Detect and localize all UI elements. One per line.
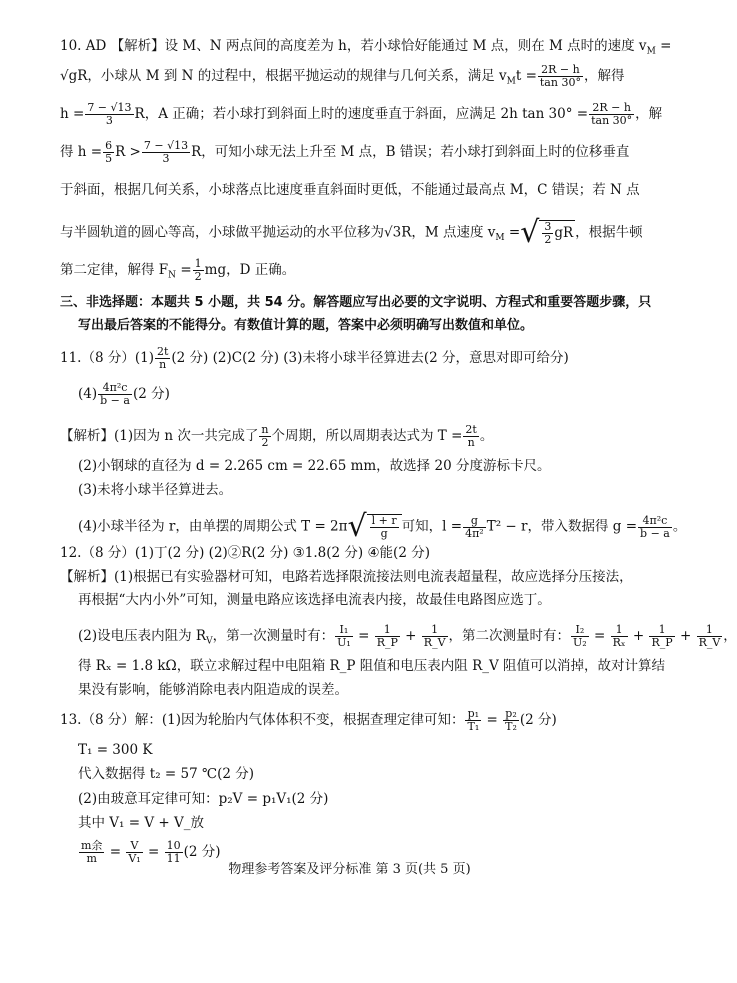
- sqrt-expression: √ $\frac{l + r}{g}$: [348, 512, 402, 542]
- q12-line-3: 再根据“大内小外”可知，测量电路应该选择电流表内接，故最佳电路图应选丁。: [78, 592, 551, 608]
- q12-line-4: (2)设电压表内阻为 $R_V$，第一次测量时有： $\frac{\text{I₁}}{\text{U₁}}$ = $\frac{1}{R\_P}$ + $\frac{1}{R\_V}$ ，第二次测量时有： $\frac{\text{I₂}}{\text{U₂}}$ = $\frac{1}{\text{Rₓ}}$ + $\frac{1}{R\_P}$ + $\frac{1}{R\_V}$ ，: [78, 623, 737, 649]
- q11-line-3: 【解析】(1)因为 n 次一共完成了 $\frac{n}{2}$ 个周期，所以周期表达式为 T = $\frac{2t}{n}$ 。: [60, 423, 494, 449]
- q13-line-4: (2)由玻意耳定律可知：p₂V = p₁V₁(2 分): [78, 791, 329, 807]
- section-heading-line-2: 写出最后答案的不能得分。有数值计算的题，答案中必须明确写出数值和单位。: [78, 318, 534, 333]
- q12-line-2: 【解析】(1)根据已有实验器材可知，电路若选择限流接法则电流表超量程，故应选择分压接法，: [60, 569, 633, 585]
- q12-line-5: 得 Rₓ = 1.8 kΩ，联立求解过程中电阻箱 R_P 阻值和电压表内阻 R_V 阻值可以消掉，故对计算结: [78, 658, 666, 674]
- q13-line-2: T₁ = 300 K: [78, 742, 153, 758]
- section-heading-line-1: 三、非选择题：本题共 5 小题，共 54 分。解答题应写出必要的文字说明、方程式和重要答题步骤，只: [60, 295, 652, 310]
- q10-line-4: 得 h = $\frac{6}{5}$ R > $\frac{7 - √13}{3}$ R，可知小球无法上升至 M 点，B 错误；若小球打到斜面上时的位移垂直: [60, 139, 630, 165]
- q11-line-6: (4)小球半径为 r，由单摆的周期公式 T = 2π√ $\frac{l + r}{g}$ 可知，l = $\frac{g}{\text{4π²}}$ T² − r，带入数据得 g = $\frac{\text{4π²c}}{b - a}$ 。: [78, 509, 687, 544]
- q10-line-7: 第二定律，解得 $F_N$ = $\frac{1}{2}$ mg，D 正确。: [60, 257, 296, 283]
- q13-line-3: 代入数据得 t₂ = 57 ℃(2 分): [78, 766, 255, 782]
- q12-line-6: 果没有影响，能够消除电表内阻造成的误差。: [78, 682, 348, 698]
- q10-line-5: 于斜面，根据几何关系，小球落点比速度垂直斜面时更低，不能通过最高点 M，C 错误；若 N 点: [60, 182, 640, 198]
- q10-line-6: 与半圆轨道的圆心等高，小球做平抛运动的水平位移为√3R，M 点速度 $v_M$ =√ $\frac{3}{2}$ gR ，根据牛顿: [60, 215, 643, 250]
- sqrt-expression: √ $\frac{3}{2}$ gR: [520, 215, 574, 250]
- q11-line-5: (3)未将小球半径算进去。: [78, 482, 233, 498]
- q10-line-3: h = $\frac{7 - √13}{3}$ R，A 正确；若小球打到斜面上时的速度垂直于斜面，应满足 2h tan 30° = $\frac{2R - h}{\tan 30^\circ}$ ，解: [60, 101, 663, 127]
- q13-line-5: 其中 V₁ = V + V_放: [78, 815, 204, 831]
- q10-line-1: 10. AD 【解析】设 M、N 两点间的高度差为 h，若小球恰好能通过 M 点，则在 M 点时的速度 $v_M$ =: [60, 38, 672, 57]
- q13-line-1: 13.（8 分）解：(1)因为轮胎内气体体积不变，根据查理定律可知： $\frac{\text{p₁}}{\text{T₁}}$ = $\frac{\text{p₂}}{\text{T₂}}$ (2 分): [60, 707, 557, 733]
- q13-line-6: m余 m = $\frac{V}{\text{V₁}}$ = $\frac{10}{11}$ (2 分): [81, 839, 221, 865]
- q12-line-1: 12.（8 分）(1)丁(2 分) (2)②R(2 分) ③1.8(2 分) ④能(2 分): [60, 545, 430, 561]
- q10-line-2: √gR，小球从 M 到 N 的过程中，根据平抛运动的规律与几何关系，满足 $v_Mt$ = $\frac{2R - h}{\tan 30^\circ}$ ，解得: [60, 63, 625, 89]
- q11-line-4: (2)小钢球的直径为 d = 2.265 cm = 22.65 mm，故选择 20 分度游标卡尺。: [78, 458, 551, 474]
- q11-line-2: (4) $\frac{\text{4π²c}}{b - a}$ (2 分): [78, 381, 170, 407]
- fraction: $\frac{2R - h}{\tan 30^\circ}$: [539, 63, 581, 89]
- q11-line-1: 11.（8 分）(1) $\frac{2t}{n}$ (2 分) (2)C(2 分) (3)未将小球半径算进去(2 分，意思对即可给分): [60, 345, 569, 371]
- page-footer: 物理参考答案及评分标准 第 3 页(共 5 页): [228, 862, 471, 877]
